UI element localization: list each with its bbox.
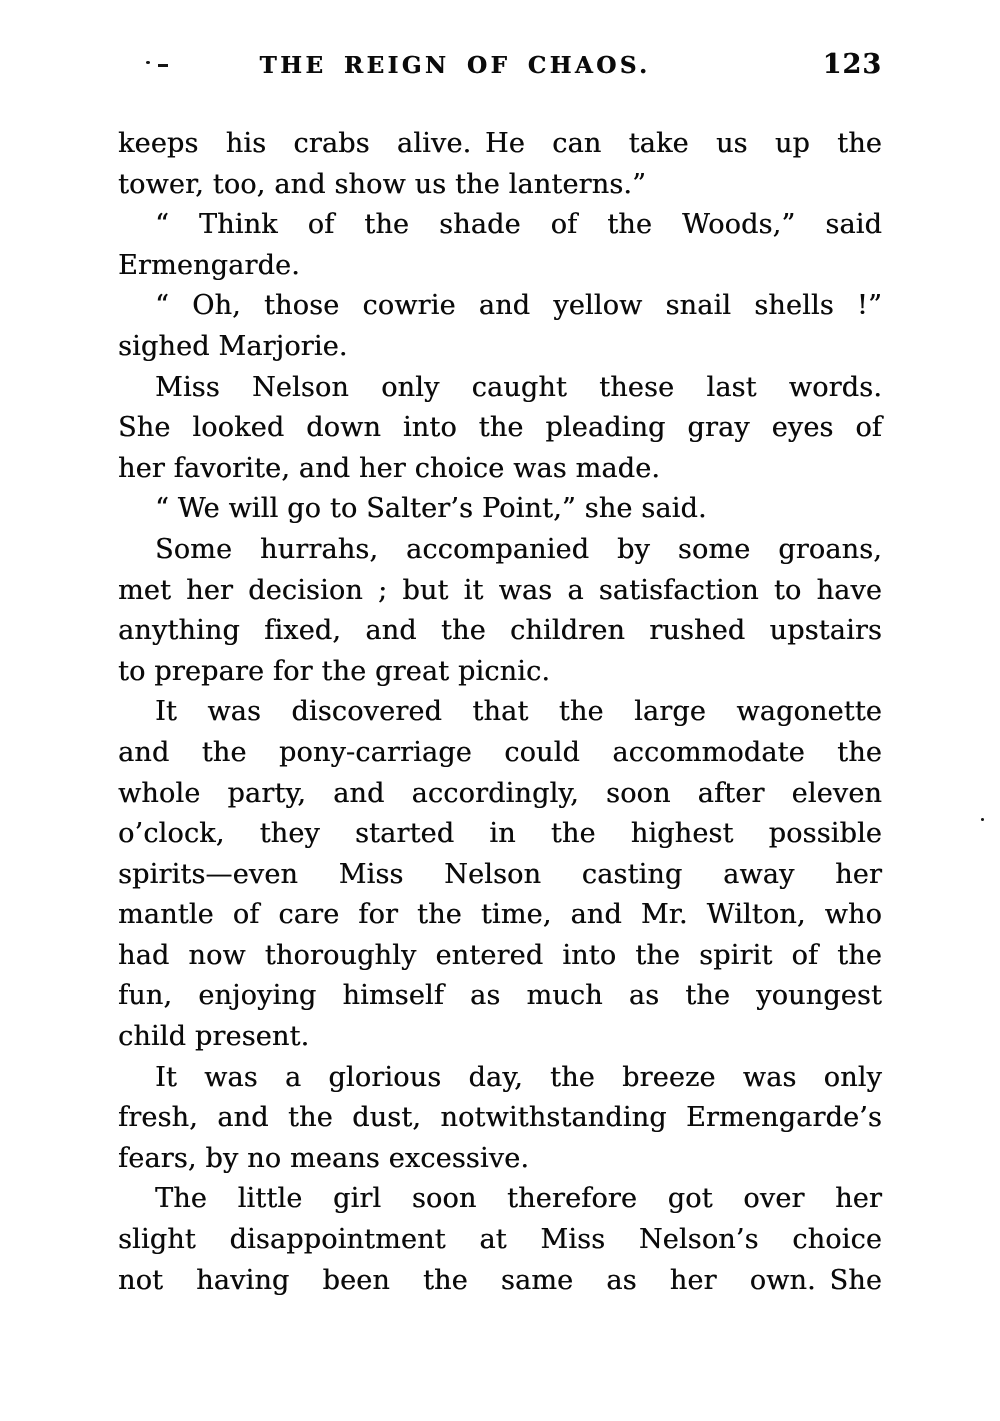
paragraph <box>118 205 882 286</box>
page-title: THE REIGN OF CHAOS. <box>259 52 651 79</box>
paragraph <box>118 489 882 530</box>
text-line: met her decision ; but it was a satisfaction to have <box>118 574 882 606</box>
text-line: fun, enjoying himself as much as the youngest <box>118 980 882 1012</box>
paragraph <box>118 530 882 692</box>
scan-artifact-dash <box>158 64 168 67</box>
text-line: Ermengarde. <box>118 249 300 281</box>
text-line: mantle of care for the time, and Mr. Wilton, who <box>118 899 882 931</box>
text-line: whole party, and accordingly, soon after eleven <box>118 777 882 809</box>
scan-artifact-speck <box>981 818 984 821</box>
scan-artifact-dot <box>146 61 150 64</box>
text-line: had now thoroughly entered into the spirit of the <box>118 939 882 971</box>
text-line: not having been the same as her own. She <box>118 1264 882 1296</box>
text-line: Some hurrahs, accompanied by some groans, <box>155 533 882 565</box>
paragraph <box>118 1058 882 1180</box>
page-number: 123 <box>822 49 882 80</box>
text-line: “ We will go to Salter’s Point,” she said. <box>155 493 707 525</box>
text-line: slight disappointment at Miss Nelson’s choice <box>118 1224 882 1256</box>
text-line: fresh, and the dust, notwithstanding Ermengarde’s <box>118 1102 882 1134</box>
text-line: “ Oh, those cowrie and yellow snail shells !” <box>155 290 882 322</box>
text-line: Miss Nelson only caught these last words. <box>155 371 882 403</box>
body-text <box>118 124 882 1301</box>
paragraph <box>118 1179 882 1301</box>
running-head <box>118 49 882 86</box>
text-line: to prepare for the great picnic. <box>118 655 551 687</box>
paragraph <box>118 124 882 205</box>
text-line: sighed Marjorie. <box>118 330 348 362</box>
paragraph <box>118 692 882 1057</box>
paragraph <box>118 368 882 490</box>
text-line: o’clock, they started in the highest possible <box>118 818 882 850</box>
text-line: It was a glorious day, the breeze was only <box>155 1061 882 1093</box>
text-line: She looked down into the pleading gray eyes of <box>118 412 882 444</box>
text-line: spirits—even Miss Nelson casting away her <box>118 858 882 890</box>
text-line: child present. <box>118 1021 310 1053</box>
text-line: tower, too, and show us the lanterns.” <box>118 168 647 200</box>
paragraph <box>118 286 882 367</box>
text-line: her favorite, and her choice was made. <box>118 452 661 484</box>
text-line: and the pony-carriage could accommodate the <box>118 736 882 768</box>
text-line: It was discovered that the large wagonette <box>155 696 882 728</box>
text-line: keeps his crabs alive. He can take us up the <box>118 128 882 159</box>
text-line: The little girl soon therefore got over her <box>155 1183 882 1215</box>
text-line: anything fixed, and the children rushed upstairs <box>118 615 882 647</box>
text-line: “ Think of the shade of the Woods,” said <box>155 209 882 241</box>
text-line: fears, by no means excessive. <box>118 1142 530 1174</box>
